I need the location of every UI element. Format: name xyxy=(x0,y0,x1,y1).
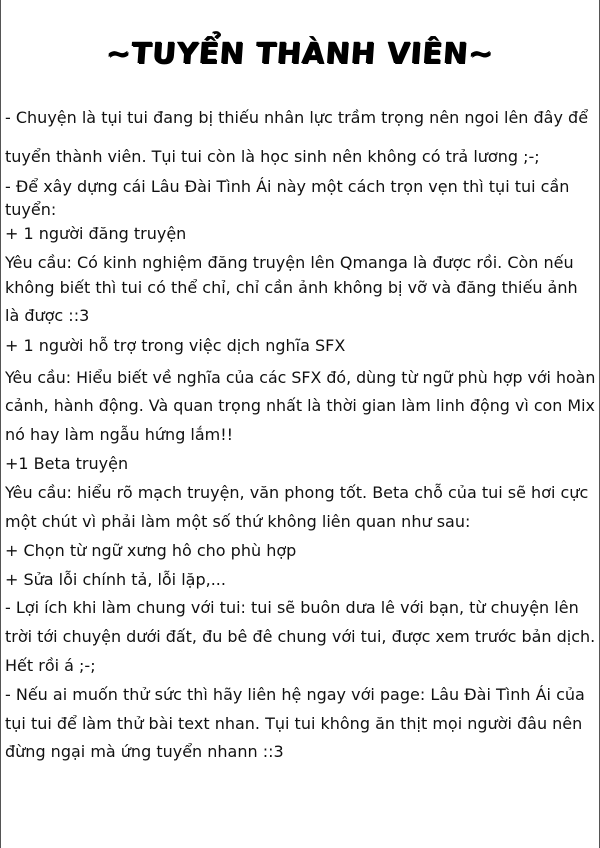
text-line: +1 Beta truyện xyxy=(5,454,129,473)
text-line: tụi tui để làm thử bài text nhan. Tụi tui không ăn thịt mọi người đâu nên xyxy=(5,714,583,733)
text-line: tuyển thành viên. Tụi tui còn là học sinh nên không có trả lương ;-; xyxy=(5,147,540,166)
text-line: Yêu cầu: Hiểu biết về nghĩa của các SFX đó, dùng từ ngữ phù hợp với hoàn xyxy=(5,368,596,387)
text-line: một chút vì phải làm một số thứ không liên quan như sau: xyxy=(5,512,471,531)
text-line: + Sửa lỗi chính tả, lỗi lặp,... xyxy=(5,570,226,589)
text-line: Yêu cầu: hiểu rõ mạch truyện, văn phong tốt. Beta chỗ của tui sẽ hơi cực xyxy=(5,483,589,502)
text-line: nó hay làm ngẫu hứng lắm!! xyxy=(5,425,234,444)
text-line: + 1 người hỗ trợ trong việc dịch nghĩa SFX xyxy=(5,336,346,355)
text-line: - Để xây dựng cái Lâu Đài Tình Ái này một cách trọn vẹn thì tụi tui cần xyxy=(5,177,570,196)
text-line: đừng ngại mà ứng tuyển nhann ::3 xyxy=(5,742,284,761)
page-title: ~TUYỂN THÀNH VIÊN~ xyxy=(105,36,495,70)
text-line: cảnh, hành động. Và quan trọng nhất là thời gian làm linh động vì con Mix xyxy=(5,396,595,415)
text-line: là được ::3 xyxy=(5,306,90,325)
text-line: trời tới chuyện dưới đất, đu bê đê chung với tui, được xem trước bản dịch. xyxy=(5,627,596,646)
text-line: không biết thì tui có thể chỉ, chỉ cần ảnh không bị vỡ và đăng thiếu ảnh xyxy=(5,278,578,297)
text-line: + 1 người đăng truyện xyxy=(5,224,187,243)
text-line: Yêu cầu: Có kinh nghiệm đăng truyện lên Qmanga là được rồi. Còn nếu xyxy=(5,253,574,272)
text-line: + Chọn từ ngữ xưng hô cho phù hợp xyxy=(5,541,297,560)
text-line: Hết rồi á ;-; xyxy=(5,656,96,675)
text-line: tuyển: xyxy=(5,200,57,219)
text-line: - Lợi ích khi làm chung với tui: tui sẽ buôn dưa lê với bạn, từ chuyện lên xyxy=(5,598,579,617)
text-line: - Chuyện là tụi tui đang bị thiếu nhân lực trầm trọng nên ngoi lên đây để xyxy=(5,108,589,127)
text-line: - Nếu ai muốn thử sức thì hãy liên hệ ngay với page: Lâu Đài Tình Ái của xyxy=(5,685,585,704)
